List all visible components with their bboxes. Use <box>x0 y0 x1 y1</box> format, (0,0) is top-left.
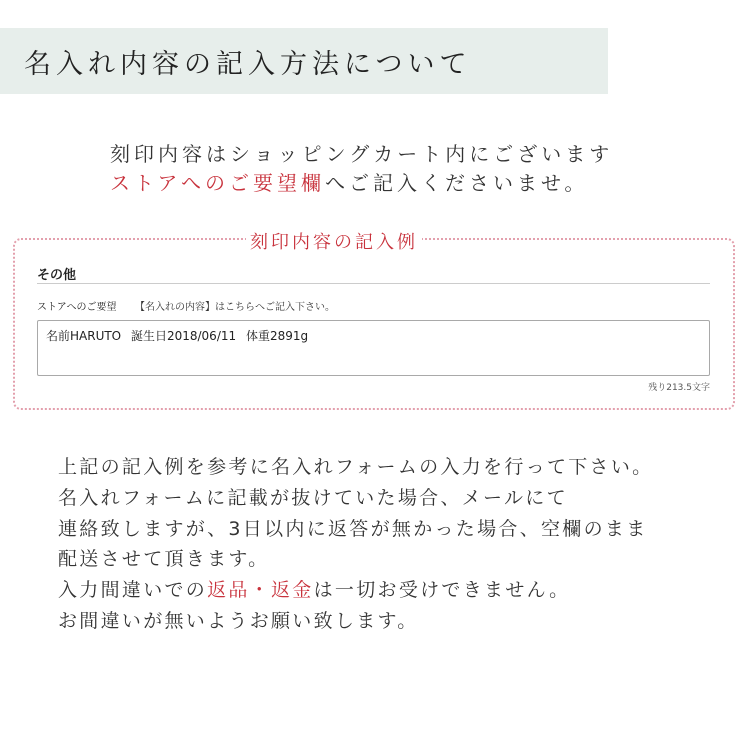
store-request-hint: 【名入れの内容】はこちらへご記入下さい。 <box>135 302 335 313</box>
input-weight-value: 体重2891g <box>245 329 309 343</box>
instructions-line-3: 連絡致しますが、3日以内に返答が無かった場合、空欄のまま <box>58 517 648 540</box>
remaining-characters-counter: 残り213.5文字 <box>648 383 710 393</box>
instructions-line-4: 配送させて頂きます。 <box>58 548 270 571</box>
input-name-value: 名前HARUTO <box>46 329 122 343</box>
intro-line-1: 刻印内容はショッピングカート内にございます <box>110 142 614 166</box>
instructions-line-2: 名入れフォームに記載が抜けていた場合、メールにて <box>58 486 568 509</box>
store-request-label: ストアへのご要望 <box>37 302 117 313</box>
instructions-line-5-pre: 入力間違いでの <box>58 579 208 602</box>
instructions-line-5-post: は一切お受けできません。 <box>313 579 571 602</box>
intro-text <box>110 140 670 198</box>
intro-line-2-rest: へご記入くださいませ。 <box>325 171 589 195</box>
instructions-text <box>58 452 738 637</box>
instructions-line-6: お間違いが無いようお願い致します。 <box>58 609 419 632</box>
return-refund-highlight: 返品・返金 <box>207 579 314 602</box>
page-title: 名入れ内容の記入方法について <box>24 49 472 80</box>
intro-line-2 <box>110 169 670 198</box>
instructions-line-1: 上記の記入例を参考に名入れフォームの入力を行って下さい。 <box>58 456 654 478</box>
input-birthday-value: 誕生日2018/06/11 <box>130 329 237 343</box>
example-label: 刻印内容の記入例 <box>246 228 422 254</box>
store-request-textarea[interactable] <box>37 320 710 376</box>
title-banner <box>0 28 608 94</box>
form-divider <box>37 283 710 284</box>
instructions-line-5 <box>58 575 738 606</box>
form-section-heading: その他 <box>37 268 77 283</box>
store-request-field-highlight: ストアへのご要望欄 <box>110 171 325 195</box>
